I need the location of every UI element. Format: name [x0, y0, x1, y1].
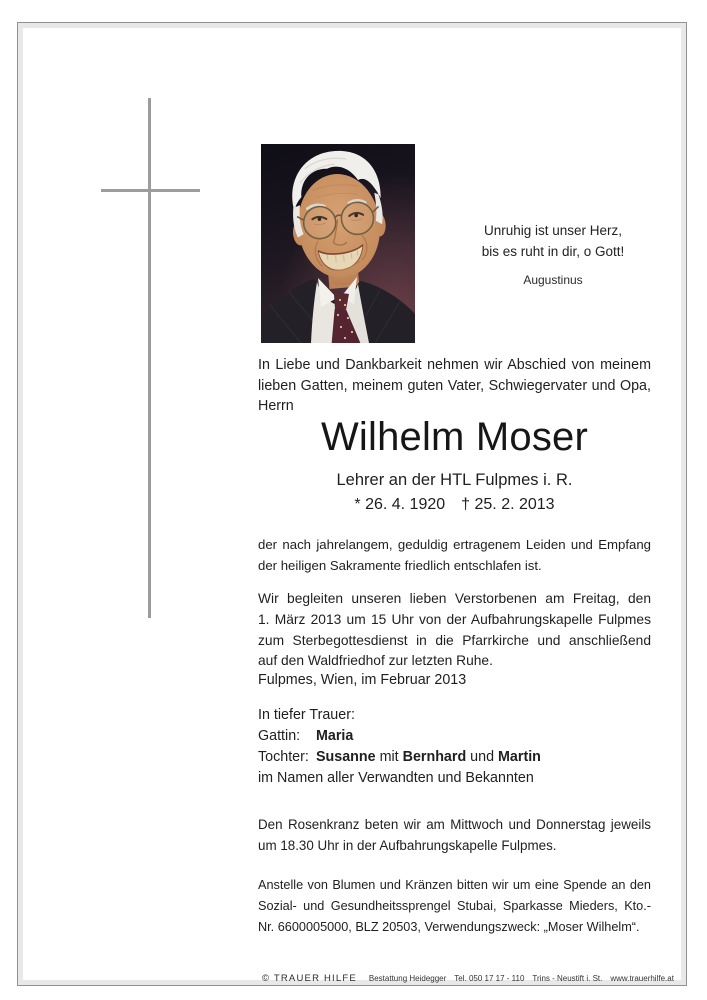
grandson1-name: Bernhard	[402, 749, 467, 765]
funeral-home-company: Bestattung Heidegger	[368, 974, 447, 983]
quote-line: Unruhig ist unser Herz,	[483, 223, 623, 238]
passing-paragraph: der nach jahrelangem, geduldig ertragenem Leiden und Empfang der heiligen Sakramente friedlich entschlafen ist.	[258, 537, 651, 573]
mourning-row-daughter	[258, 747, 651, 768]
daughter-label: Tochter:	[258, 749, 309, 765]
mourning-row-wife	[258, 726, 651, 747]
funeral-home-brand: © TRAUER HILFE	[262, 973, 357, 984]
daughter-name: Susanne	[316, 749, 376, 765]
wife-name: Maria	[316, 728, 354, 744]
mourning-heading: In tiefer Trauer:	[258, 707, 355, 723]
wife-label: Gattin:	[258, 728, 301, 744]
with-word: mit	[379, 749, 399, 765]
mourning-closing: im Namen aller Verwandten und Bekannten	[258, 770, 534, 786]
and-word: und	[470, 749, 495, 765]
cross-horizontal-bar	[101, 189, 200, 192]
birth-date: * 26. 4. 1920	[354, 496, 446, 513]
cross-vertical-bar	[148, 98, 151, 618]
portrait-photo	[261, 144, 415, 343]
funeral-paragraph: Wir begleiten unseren lieben Verstorbenen am Freitag, den 1. März 2013 um 15 Uhr von der Aufbahrungskapelle Fulpmes zum Sterbegottesdienst in die Pfarrkirche und anschließend auf den Waldfriedhof zur letzten Ruhe.	[258, 591, 651, 669]
funeral-home-location: Trins - Neustift i. St.	[532, 974, 603, 983]
deceased-title: Lehrer an der HTL Fulpmes i. R.	[336, 471, 573, 489]
place-and-date: Fulpmes, Wien, im Februar 2013	[258, 672, 467, 688]
funeral-home-phone: Tel. 050 17 17 - 110	[454, 974, 525, 983]
memorial-quote	[443, 220, 663, 291]
grandson2-name: Martin	[498, 749, 541, 765]
obituary-card	[17, 22, 687, 986]
donation-paragraph: Anstelle von Blumen und Kränzen bitten wir um eine Spende an den Sozial- und Gesundheitssprengel Stubai, Sparkasse Mieders, Kto.- Nr. 6600005000, BLZ 20503, Verwendungszweck: „Moser Wilhelm“.	[258, 878, 651, 934]
rosary-paragraph: Den Rosenkranz beten wir am Mittwoch und Donnerstag jeweils um 18.30 Uhr in der Aufbahrungskapelle Fulpmes.	[258, 817, 651, 853]
mourning-family	[258, 705, 651, 789]
quote-attribution: Augustinus	[523, 273, 583, 287]
life-dates	[258, 493, 651, 517]
death-date: † 25. 2. 2013	[461, 496, 555, 513]
intro-paragraph: In Liebe und Dankbarkeit nehmen wir Abschied von meinem lieben Gatten, meinem guten Vater, Schwiegervater und Opa, Herrn	[258, 357, 651, 414]
funeral-home-footer	[258, 973, 674, 984]
funeral-home-website: www.trauerhilfe.at	[610, 974, 674, 983]
deceased-name: Wilhelm Moser	[320, 415, 589, 459]
quote-line: bis es ruht in dir, o Gott!	[481, 244, 625, 259]
portrait-illustration	[261, 144, 415, 343]
